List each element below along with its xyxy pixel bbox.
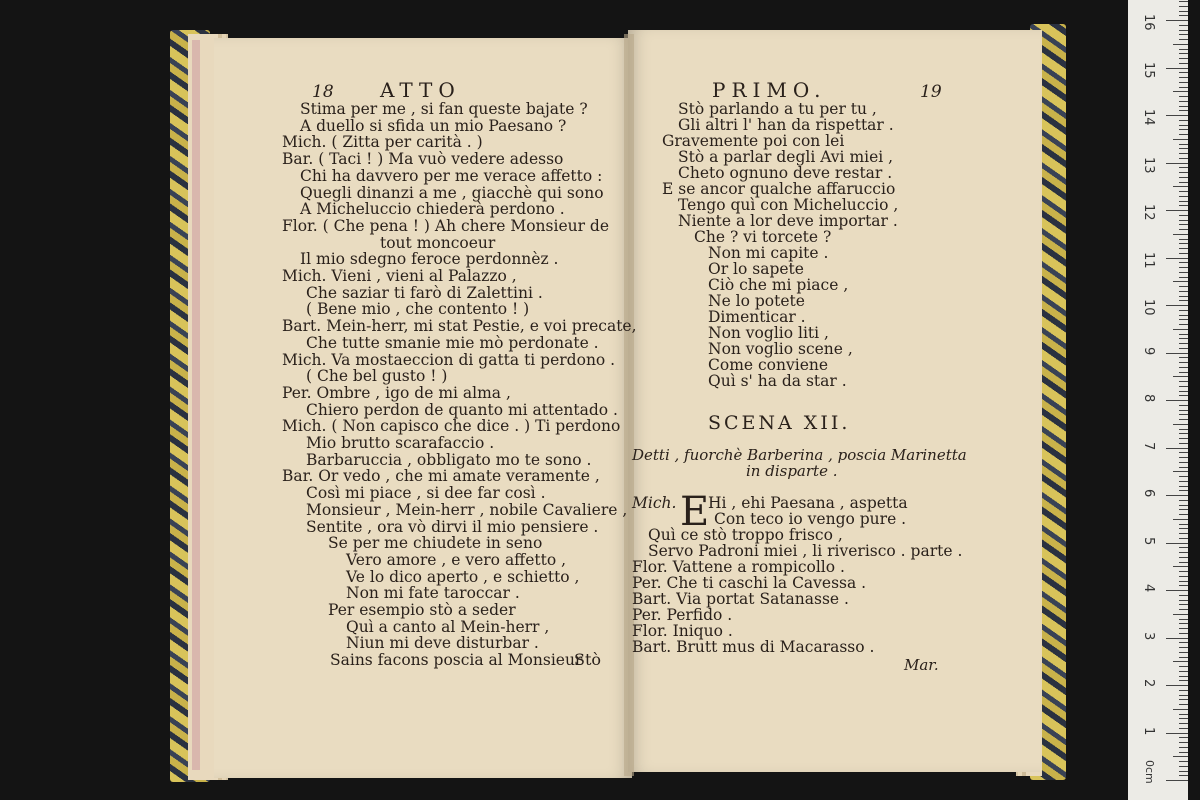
left-text-line: Mich. Vieni , vieni al Palazzo , (282, 267, 517, 285)
ruler-tick (1179, 405, 1188, 406)
ruler-tick (1179, 63, 1188, 64)
ruler-tick (1166, 448, 1188, 449)
ruler-label: 4 (1141, 584, 1156, 593)
ruler-tick (1179, 666, 1188, 667)
ruler-tick (1173, 234, 1188, 235)
right-text-line: Tengo quì con Micheluccio , (678, 196, 899, 214)
left-text-line: Non mi fate taroccar . (346, 584, 520, 603)
ruler-tick (1179, 182, 1188, 183)
ruler-tick (1179, 647, 1188, 648)
right-text-line: Quì ce stò troppo frisco , (648, 526, 843, 544)
right-text-line: Flor. Vattene a rompicollo . (632, 558, 845, 576)
ruler-label: 11 (1141, 251, 1156, 269)
ruler-tick (1179, 243, 1188, 244)
left-text-line: Quì a canto al Mein-herr , (346, 617, 550, 636)
ruler-tick (1179, 158, 1188, 159)
left-text-line: Mio brutto scarafaccio . (306, 434, 495, 452)
ruler-tick (1173, 519, 1188, 520)
right-text-line: Hi , ehi Paesana , aspetta (708, 494, 908, 512)
ruler-tick (1179, 220, 1188, 221)
ruler-tick (1179, 552, 1188, 553)
ruler-tick (1179, 547, 1188, 548)
ruler-tick (1179, 438, 1188, 439)
left-text-line: A Micheluccio chiederà perdono . (300, 200, 565, 219)
ruler-tick (1179, 386, 1188, 387)
ruler-tick (1179, 742, 1188, 743)
ruler-tick (1179, 533, 1188, 534)
ruler-tick (1179, 334, 1188, 335)
ruler-tick (1179, 362, 1188, 363)
left-text-line: Che saziar ti farò di Zalettini . (306, 283, 543, 302)
ruler-tick (1179, 39, 1188, 40)
ruler-tick (1179, 72, 1188, 73)
right-text-line: Gravemente poi con lei (662, 132, 845, 150)
left-text-line: Monsieur , Mein-herr , nobile Cavaliere , (306, 500, 628, 519)
ruler-tick (1166, 305, 1188, 306)
right-page-header: PRIMO. (712, 78, 827, 102)
right-text-line: Che ? vi torcete ? (694, 228, 832, 246)
left-text-line: Mich. ( Zitta per carità . ) (282, 133, 483, 152)
ruler-tick (1179, 657, 1188, 658)
right-text-line: Dimenticar . (708, 308, 806, 326)
ruler-unit-label: 0cm (1143, 760, 1156, 784)
ruler-tick (1179, 486, 1188, 487)
right-page-number: 19 (920, 82, 942, 102)
ruler-tick (1179, 410, 1188, 411)
left-text-line: Bar. Or vedo , che mi amate veramente , (282, 467, 600, 486)
ruler-tick (1179, 262, 1188, 263)
ruler-tick (1173, 186, 1188, 187)
left-text-line: Per esempio stò a seder (328, 601, 516, 619)
left-text-line: Vero amore , e vero affetto , (346, 550, 567, 569)
left-text-line: Flor. ( Che pena ! ) Ah chere Monsieur de (282, 216, 610, 235)
left-text-line: Barbaruccia , obbligato mo te sono . (306, 450, 592, 469)
right-text-line: Con teco io vengo pure . (714, 510, 907, 528)
ruler-tick (1179, 728, 1188, 729)
ruler-tick (1179, 25, 1188, 26)
ruler-tick (1179, 652, 1188, 653)
ruler-tick (1179, 101, 1188, 102)
left-text-line: Chi ha davvero per me verace affetto : (300, 166, 603, 185)
ruler-tick (1179, 714, 1188, 715)
ruler-tick (1179, 1, 1188, 2)
left-text-line: Mich. Va mostaeccion di gatta ti perdono . (282, 350, 616, 369)
ruler-tick (1179, 695, 1188, 696)
ruler-label: 16 (1141, 14, 1156, 31)
ruler-tick (1179, 291, 1188, 292)
ruler-tick (1166, 115, 1188, 116)
ruler-tick (1179, 429, 1188, 430)
ruler-tick (1179, 11, 1188, 12)
ruler-tick (1179, 414, 1188, 415)
right-text-line: E se ancor qualche affaruccio (662, 180, 896, 198)
ruler-label: 7 (1141, 441, 1156, 450)
ruler-tick (1179, 167, 1188, 168)
ruler-label: 9 (1141, 346, 1156, 355)
ruler-tick (1179, 581, 1188, 582)
ruler-tick (1179, 30, 1188, 31)
ruler-tick (1166, 780, 1188, 781)
left-text-line: Sains facons poscia al Monsieur (330, 651, 583, 670)
ruler-tick (1179, 766, 1188, 767)
ruler-label: 10 (1141, 299, 1156, 316)
right-text-line: Quì s' ha da star . (708, 372, 847, 390)
left-catchword: Stò (574, 650, 602, 669)
left-text-line: Stima per me , si fan queste bajate ? (300, 100, 588, 118)
ruler-tick (1166, 543, 1188, 544)
ruler-label: 6 (1141, 489, 1156, 498)
ruler-tick (1179, 699, 1188, 700)
ruler-tick (1166, 733, 1188, 734)
ruler-tick (1179, 505, 1188, 506)
left-text-line: Bar. ( Taci ! ) Ma vuò vedere adesso (282, 150, 564, 169)
ruler-tick (1179, 120, 1188, 121)
ruler-tick (1173, 281, 1188, 282)
ruler-tick (1179, 676, 1188, 677)
ruler-tick (1179, 82, 1188, 83)
ruler-tick (1179, 576, 1188, 577)
ruler-tick (1179, 619, 1188, 620)
right-catchword: Mar. (904, 656, 939, 674)
right-text-line: Ne lo potete (708, 292, 805, 310)
ruler-tick (1179, 419, 1188, 420)
ruler-label: 2 (1141, 679, 1156, 688)
ruler-tick (1179, 604, 1188, 605)
ruler-tick (1166, 20, 1188, 21)
ruler-tick (1179, 53, 1188, 54)
ruler-tick (1179, 110, 1188, 111)
left-text-line: Che tutte smanie mie mò perdonate . (306, 333, 599, 352)
ruler-tick (1179, 172, 1188, 173)
ruler-tick (1179, 267, 1188, 268)
ruler-tick (1179, 277, 1188, 278)
measuring-ruler (1128, 0, 1188, 800)
ruler-tick (1179, 671, 1188, 672)
ruler-tick (1166, 685, 1188, 686)
ruler-tick (1166, 68, 1188, 69)
left-text-line: A duello si sfida un mio Paesano ? (300, 116, 567, 135)
left-text-line: tout moncoeur (380, 233, 496, 252)
ruler-tick (1179, 528, 1188, 529)
right-text-line: Bart. Via portat Satanasse . (632, 590, 849, 608)
ruler-tick (1173, 661, 1188, 662)
ruler-tick (1179, 585, 1188, 586)
right-text-line: Ciò che mi piace , (708, 276, 849, 294)
ruler-tick (1179, 201, 1188, 202)
ruler-tick (1179, 129, 1188, 130)
right-text-line: Non voglio scene , (708, 340, 853, 358)
left-text-line: Ve lo dico aperto , e schietto , (346, 567, 580, 586)
left-text-line: ( Che bel gusto ! ) (306, 367, 448, 386)
ruler-tick (1179, 718, 1188, 719)
ruler-tick (1179, 77, 1188, 78)
ruler-tick (1179, 239, 1188, 240)
ruler-tick (1166, 400, 1188, 401)
left-text-line: Così mi piace , si dee far così . (306, 484, 546, 503)
left-text-line: Mich. ( Non capisco che dice . ) Ti perdono (282, 417, 621, 436)
ruler-tick (1179, 467, 1188, 468)
ruler-tick (1179, 34, 1188, 35)
ruler-tick (1179, 177, 1188, 178)
ruler-tick (1179, 562, 1188, 563)
ruler-tick (1179, 191, 1188, 192)
ruler-tick (1179, 723, 1188, 724)
ruler-tick (1179, 391, 1188, 392)
ruler-tick (1166, 590, 1188, 591)
ruler-tick (1179, 248, 1188, 249)
ruler-tick (1179, 600, 1188, 601)
ruler-tick (1179, 96, 1188, 97)
ruler-tick (1179, 623, 1188, 624)
ruler-tick (1179, 343, 1188, 344)
ruler-tick (1179, 476, 1188, 477)
ruler-tick (1179, 524, 1188, 525)
ruler-tick (1179, 224, 1188, 225)
ruler-tick (1179, 125, 1188, 126)
ruler-tick (1179, 196, 1188, 197)
ruler-tick (1173, 329, 1188, 330)
ruler-tick (1166, 495, 1188, 496)
page-edge-left (192, 40, 200, 770)
ruler-tick (1179, 642, 1188, 643)
ruler-tick (1179, 324, 1188, 325)
ruler-tick (1166, 210, 1188, 211)
right-text-line: Servo Padroni miei , li riverisco . parte . (648, 542, 963, 560)
left-text-line: Bart. Mein-herr, mi stat Pestie, e voi precate, (282, 317, 637, 336)
ruler-label: 1 (1141, 726, 1156, 735)
right-text-line: Per. Perfido . (632, 606, 733, 624)
left-text-line: Il mio sdegno feroce perdonnèz . (300, 250, 559, 269)
ruler-tick (1179, 628, 1188, 629)
ruler-tick (1179, 737, 1188, 738)
drop-cap: E (680, 489, 710, 535)
right-text-line: Cheto ognuno deve restar . (678, 164, 893, 182)
ruler-tick (1173, 44, 1188, 45)
left-text-line: Niun mi deve disturbar . (346, 634, 539, 653)
ruler-tick (1179, 286, 1188, 287)
scene-title: SCENA XII. (708, 412, 851, 434)
ruler-tick (1179, 229, 1188, 230)
ruler-tick (1179, 6, 1188, 7)
ruler-tick (1179, 457, 1188, 458)
ruler-tick (1179, 690, 1188, 691)
ruler-label: 3 (1141, 631, 1156, 640)
ruler-tick (1179, 452, 1188, 453)
ruler-tick (1179, 571, 1188, 572)
ruler-tick (1166, 353, 1188, 354)
ruler-label: 14 (1141, 109, 1156, 126)
ruler-tick (1179, 609, 1188, 610)
stage-direction-cont: in disparte . (746, 462, 838, 480)
ruler-tick (1179, 514, 1188, 515)
ruler-tick (1179, 367, 1188, 368)
right-text-line: Stò a parlar degli Avi miei , (678, 148, 894, 166)
ruler-tick (1179, 462, 1188, 463)
ruler-tick (1179, 106, 1188, 107)
left-text-line: ( Bene mio , che contento ! ) (306, 300, 530, 319)
ruler-label: 12 (1141, 204, 1156, 221)
left-text-line: Chiero perdon de quanto mi attentado . (306, 400, 618, 419)
ruler-tick (1173, 566, 1188, 567)
left-page-number: 18 (312, 82, 334, 102)
ruler-tick (1179, 557, 1188, 558)
right-text-line: Come conviene (708, 356, 829, 374)
ruler-tick (1179, 134, 1188, 135)
ruler-tick (1179, 633, 1188, 634)
ruler-tick (1179, 49, 1188, 50)
ruler-tick (1179, 509, 1188, 510)
ruler-tick (1179, 315, 1188, 316)
ruler-tick (1179, 205, 1188, 206)
ruler-tick (1179, 775, 1188, 776)
ruler-tick (1179, 58, 1188, 59)
ruler-tick (1179, 752, 1188, 753)
ruler-tick (1179, 481, 1188, 482)
stage-direction: Detti , fuorchè Barberina , poscia Marinetta (632, 446, 967, 464)
ruler-tick (1179, 747, 1188, 748)
ruler-label: 5 (1141, 536, 1156, 545)
ruler-tick (1179, 443, 1188, 444)
right-text-line: Non mi capite . (708, 244, 829, 262)
ruler-tick (1179, 372, 1188, 373)
ruler-tick (1166, 258, 1188, 259)
ruler-tick (1179, 15, 1188, 16)
ruler-label: 13 (1141, 156, 1156, 174)
right-text-line: Per. Che ti caschi la Cavessa . (632, 574, 867, 592)
ruler-tick (1179, 348, 1188, 349)
book-gutter (624, 34, 634, 776)
right-text-line: Gli altri l' han da rispettar . (678, 116, 894, 134)
ruler-tick (1173, 424, 1188, 425)
ruler-tick (1179, 357, 1188, 358)
ruler-tick (1179, 144, 1188, 145)
ruler-tick (1179, 300, 1188, 301)
ruler-tick (1179, 761, 1188, 762)
ruler-tick (1179, 338, 1188, 339)
right-text-line: Non voglio liti , (708, 324, 829, 342)
ruler-tick (1179, 381, 1188, 382)
right-text-line: Niente a lor deve importar . (678, 212, 898, 230)
ruler-tick (1173, 376, 1188, 377)
ruler-tick (1173, 139, 1188, 140)
left-text-line: Per. Ombre , igo de mi alma , (282, 383, 511, 402)
left-text-line: Se per me chiudete in seno (328, 534, 543, 553)
ruler-label: 8 (1141, 394, 1156, 403)
ruler-tick (1179, 490, 1188, 491)
ruler-tick (1173, 756, 1188, 757)
right-text-line: Mich. (632, 494, 677, 512)
ruler-tick (1179, 500, 1188, 501)
ruler-tick (1179, 771, 1188, 772)
ruler-tick (1179, 680, 1188, 681)
right-text-line: Bart. Brutt mus di Macarasso . (632, 638, 875, 656)
ruler-tick (1179, 296, 1188, 297)
ruler-tick (1179, 148, 1188, 149)
left-page-header: ATTO (380, 78, 461, 102)
ruler-tick (1179, 433, 1188, 434)
ruler-tick (1173, 709, 1188, 710)
ruler-tick (1166, 163, 1188, 164)
right-text-line: Stò parlando a tu per tu , (678, 100, 877, 118)
ruler-tick (1179, 310, 1188, 311)
ruler-tick (1179, 272, 1188, 273)
ruler-tick (1179, 153, 1188, 154)
ruler-tick (1179, 319, 1188, 320)
left-text-line: Quegli dinanzi a me , giacchè qui sono (300, 183, 604, 202)
left-text-line: Sentite , ora vò dirvi il mio pensiere . (306, 517, 599, 536)
ruler-tick (1173, 91, 1188, 92)
ruler-tick (1179, 253, 1188, 254)
ruler-tick (1173, 614, 1188, 615)
ruler-tick (1179, 704, 1188, 705)
ruler-tick (1179, 87, 1188, 88)
ruler-label: 15 (1141, 61, 1156, 79)
ruler-tick (1179, 395, 1188, 396)
ruler-tick (1179, 215, 1188, 216)
right-text-line: Flor. Iniquo . (632, 622, 733, 640)
right-text-line: Or lo sapete (708, 260, 804, 278)
ruler-tick (1179, 595, 1188, 596)
ruler-tick (1179, 538, 1188, 539)
ruler-tick (1166, 638, 1188, 639)
ruler-tick (1173, 471, 1188, 472)
